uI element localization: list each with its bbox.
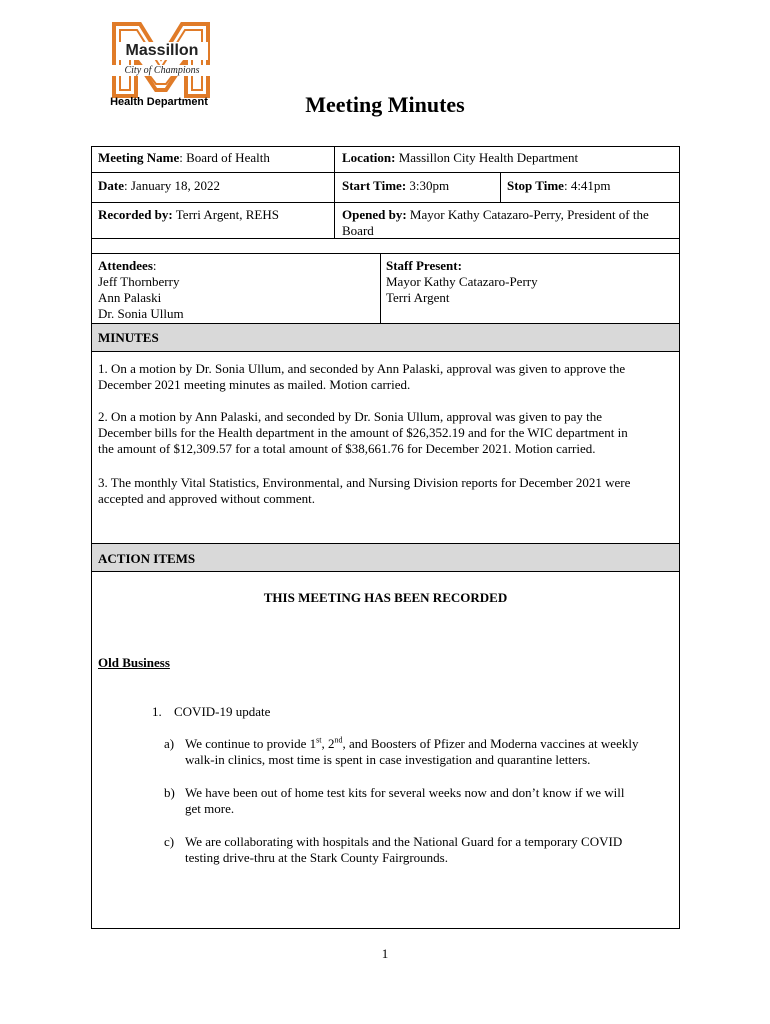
start-time-label: Start Time: [342,178,407,193]
divider [334,147,335,202]
divider [334,202,335,238]
minutes-line: 3. The monthly Vital Statistics, Environmental, and Nursing Division reports for December 2021 were [98,475,631,490]
divider [500,172,501,202]
subitem-text: get more. [185,801,235,816]
divider [92,202,679,203]
divider [92,571,679,572]
opened-by-label: Opened by: [342,207,407,222]
divider [92,253,679,254]
start-time-value: 3:30pm [406,178,450,193]
date-label: Date [98,178,124,193]
divider [92,238,679,239]
subitem-text: testing drive-thru at the Stark County Fairgrounds. [185,850,448,865]
meeting-name-label: Meeting Name [98,150,180,165]
divider [92,351,679,352]
opened-by-cell [342,207,649,239]
recorded-by-label: Recorded by: [98,207,173,222]
minutes-heading: MINUTES [98,330,159,345]
minutes-line: 1. On a motion by Dr. Sonia Ullum, and seconded by Ann Palaski, approval was given to approve the [98,361,626,376]
stop-time-cell [507,178,611,194]
meeting-name-cell [98,150,270,166]
agenda-item-title: COVID-19 update [174,704,271,719]
minutes-line: 2. On a motion by Ann Palaski, and seconded by Dr. Sonia Ullum, approval was given to pay the [98,409,603,424]
staff-name: Terri Argent [386,290,450,305]
date-value: : January 18, 2022 [124,178,221,193]
subitem-letter: c) [164,834,175,849]
agenda-item-number: 1. [152,704,162,719]
subitem-a [185,736,675,768]
attendees-cell [98,258,184,322]
subitem-text: , and Boosters of Pfizer and Moderna vaccines at weekly [342,736,639,751]
opened-by-value: Mayor Kathy Catazaro-Perry, President of the [406,207,649,222]
old-business-heading: Old Business [98,655,170,670]
minutes-line: December 2021 meeting minutes as mailed. Motion carried. [98,377,411,392]
subitem-b [185,785,675,817]
subitem-text: We have been out of home test kits for several weeks now and don’t know if we will [185,785,625,800]
subitem-text: We are collaborating with hospitals and the National Guard for a temporary COVID [185,834,623,849]
recorded-by-value: Terri Argent, REHS [172,207,279,222]
minutes-line: December bills for the Health department in the amount of $26,352.19 and for the WIC department in [98,425,628,440]
action-items-heading: ACTION ITEMS [98,551,196,566]
minutes-header-band [92,324,679,351]
attendee-name: Jeff Thornberry [98,274,180,289]
subitem-letter: b) [164,785,175,800]
logo-dept: Health Department [110,96,208,108]
staff-present-label: Staff Present: [386,258,462,273]
staff-name: Mayor Kathy Catazaro-Perry [386,274,538,289]
ordinal-suffix: st [316,735,322,745]
minutes-line: the amount of $12,309.57 for a total amount of $38,661.76 for December 2021. Motion carried. [98,441,596,456]
minutes-table [91,146,680,929]
location-value: Massillon City Health Department [395,150,579,165]
subitem-text: walk-in clinics, most time is spent in case investigation and quarantine letters. [185,752,591,767]
subitem-letter: a) [164,736,175,751]
page-number: 1 [381,946,389,961]
stop-time-value: : 4:41pm [563,178,611,193]
page-title: Meeting Minutes [305,92,465,117]
recorded-by-cell [98,207,279,223]
ordinal-suffix: nd [334,735,343,745]
start-time-cell [342,178,449,194]
logo-name: Massillon [116,42,208,60]
attendee-name: Ann Palaski [98,290,162,305]
divider [380,253,381,323]
stop-time-label: Stop Time [507,178,564,193]
minutes-item-2 [98,409,668,457]
attendees-label: Attendees [98,258,153,273]
attendees-colon: : [152,258,157,273]
subitem-text: We continue to provide 1 [185,736,317,751]
minutes-line: accepted and approved without comment. [98,491,315,506]
subitem-text: , 2 [321,736,335,751]
opened-by-value-cont: Board [342,223,374,238]
location-cell [342,150,578,166]
logo-tagline: City of Champions [110,65,214,76]
staff-present-cell [386,258,538,306]
subitem-c [185,834,675,866]
meeting-name-value: : Board of Health [179,150,270,165]
minutes-item-3 [98,475,668,507]
location-label: Location: [342,150,396,165]
minutes-item-1 [98,361,668,393]
attendee-name: Dr. Sonia Ullum [98,306,184,321]
date-cell [98,178,220,194]
recorded-notice: THIS MEETING HAS BEEN RECORDED [263,590,508,605]
divider [92,172,679,173]
